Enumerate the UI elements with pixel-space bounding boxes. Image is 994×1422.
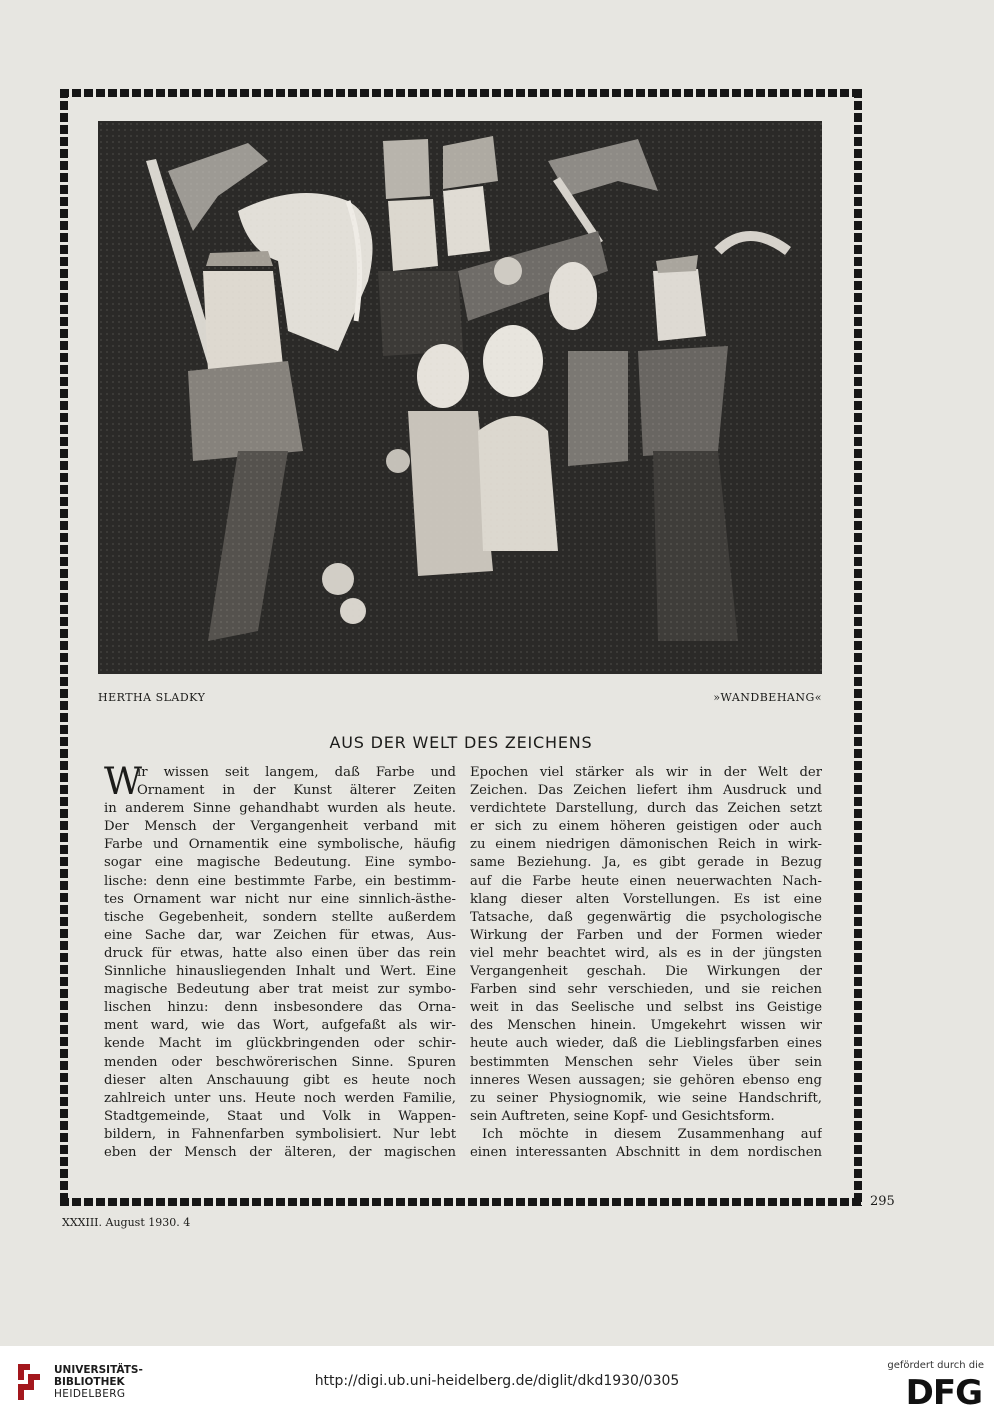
text-line: sein Auftreten, seine Kopf- und Gesichtsform. bbox=[470, 1108, 775, 1124]
text-line: Epochen viel stärker als wir in der Welt der bbox=[470, 765, 822, 780]
text-line: Vergangenheit geschah. Die Wirkungen der bbox=[470, 964, 822, 980]
text-line: einen interessanten Abschnitt in dem nordischen bbox=[470, 1144, 822, 1160]
text-line: in anderem Sinne gehandhabt wurden als heute. bbox=[104, 801, 456, 817]
drop-cap: W bbox=[104, 760, 143, 803]
article-column-right bbox=[470, 764, 822, 1162]
caption-artwork-title: »WANDBEHANG« bbox=[713, 691, 822, 704]
text-line: Zeichen. Das Zeichen liefert ihm Ausdruck und bbox=[470, 783, 822, 799]
text-line: inneres Wesen aussagen; sie gehören ebenso eng bbox=[470, 1072, 822, 1088]
text-line: verdichtete Darstellung, durch das Zeichen setzt bbox=[470, 801, 822, 817]
text-line: magische Bedeutung aber trat meist zur symbo- bbox=[104, 982, 456, 998]
text-line: Tatsache, daß gegenwärtig die psychologische bbox=[470, 909, 822, 925]
volume-line: XXXIII. August 1930. 4 bbox=[62, 1216, 191, 1229]
artwork-wall-hanging-image bbox=[98, 121, 822, 674]
decorative-border-left bbox=[60, 89, 68, 1206]
text-line: er sich zu einem höheren geistigen oder auch bbox=[470, 819, 822, 835]
library-name-line: HEIDELBERG bbox=[54, 1388, 126, 1400]
funded-by-text: gefördert durch die bbox=[887, 1360, 984, 1371]
text-line: Ornament in der Kunst älterer Zeiten bbox=[137, 783, 456, 799]
text-line: bestimmten Menschen sehr Vieles über sein bbox=[470, 1054, 822, 1070]
text-line: ir wissen seit langem, daß Farbe und bbox=[137, 765, 456, 780]
text-line: Ich möchte in diesem Zusammenhang auf bbox=[482, 1126, 822, 1142]
decorative-border-right bbox=[854, 89, 862, 1206]
text-line: dieser alten Anschauung gibt es heute noch bbox=[104, 1072, 456, 1088]
text-line: tische Gegebenheit, sondern stellte außerdem bbox=[104, 909, 456, 925]
text-line: zu seiner Physiognomik, wie seine Handschrift, bbox=[470, 1090, 822, 1106]
text-line: lische: denn eine bestimmte Farbe, ein bestimm- bbox=[104, 873, 456, 889]
text-line: eben der Mensch der älteren, der magischen bbox=[104, 1144, 456, 1160]
text-line: kende Macht im glückbringenden oder schir- bbox=[104, 1036, 456, 1052]
library-name-line: UNIVERSITÄTS- bbox=[54, 1364, 143, 1376]
text-line: klang dieser alten Vorstellungen. Es ist eine bbox=[470, 891, 822, 907]
text-line: Wirkung der Farben und der Formen wieder bbox=[470, 927, 822, 943]
text-line: sogar eine magische Bedeutung. Eine symbo- bbox=[104, 855, 456, 871]
text-line: Farbe und Ornamentik eine symbolische, häufig bbox=[104, 837, 456, 853]
library-name-line: BIBLIOTHEK bbox=[54, 1376, 125, 1388]
digitization-url-link[interactable]: http://digi.ub.uni-heidelberg.de/diglit/dkd1930/0305 bbox=[314, 1373, 680, 1389]
text-line: heute auch wieder, daß die Lieblingsfarben eines bbox=[470, 1036, 822, 1052]
decorative-border-top bbox=[60, 89, 862, 97]
text-line: menden oder beschwörerischen Sinne. Spuren bbox=[104, 1054, 456, 1070]
text-line: same Beziehung. Ja, es gibt gerade in Bezug bbox=[470, 855, 822, 871]
text-line: zahlreich unter uns. Heute noch werden Familie, bbox=[104, 1090, 456, 1106]
decorative-border-bottom bbox=[60, 1198, 862, 1206]
page-number: 295 bbox=[870, 1194, 895, 1209]
text-line: eine Sache dar, war Zeichen für etwas, Aus- bbox=[104, 927, 456, 943]
text-line: Der Mensch der Vergangenheit verband mit bbox=[104, 819, 456, 835]
article-column-left bbox=[104, 760, 456, 1162]
text-line: lischen hinzu: denn insbesondere das Orna- bbox=[104, 1000, 456, 1016]
text-line: auf die Farbe heute einen neuerwachten Nach- bbox=[470, 873, 822, 889]
article-heading: AUS DER WELT DES ZEICHENS bbox=[329, 733, 593, 752]
text-line: tes Ornament war nicht nur eine sinnlich-ästhe- bbox=[104, 891, 456, 907]
text-line: Stadtgemeinde, Staat und Volk in Wappen- bbox=[104, 1108, 456, 1124]
text-line: des Menschen hinein. Umgekehrt wissen wir bbox=[470, 1018, 822, 1034]
text-line: weit in das Seelische und selbst ins Geistige bbox=[470, 1000, 822, 1016]
text-line: bildern, in Fahnenfarben symbolisiert. Nur lebt bbox=[104, 1126, 456, 1142]
text-line: viel mehr beachtet wird, als es in der jüngsten bbox=[470, 945, 822, 961]
text-line: Sinnliche hinausliegenden Inhalt und Wert. Eine bbox=[104, 964, 456, 980]
dfg-logo: DFG bbox=[905, 1373, 982, 1413]
digitization-footer bbox=[0, 1346, 994, 1422]
caption-artist: HERTHA SLADKY bbox=[98, 691, 206, 704]
text-line: zu einem niedrigen dämonischen Reich in wirk- bbox=[470, 837, 822, 853]
text-line: Farben sind sehr verschieden, und sie reichen bbox=[470, 982, 822, 998]
text-line: druck für etwas, hatte also einen über das rein bbox=[104, 945, 456, 961]
text-line: ment ward, wie das Wort, aufgefaßt als wir- bbox=[104, 1018, 456, 1034]
